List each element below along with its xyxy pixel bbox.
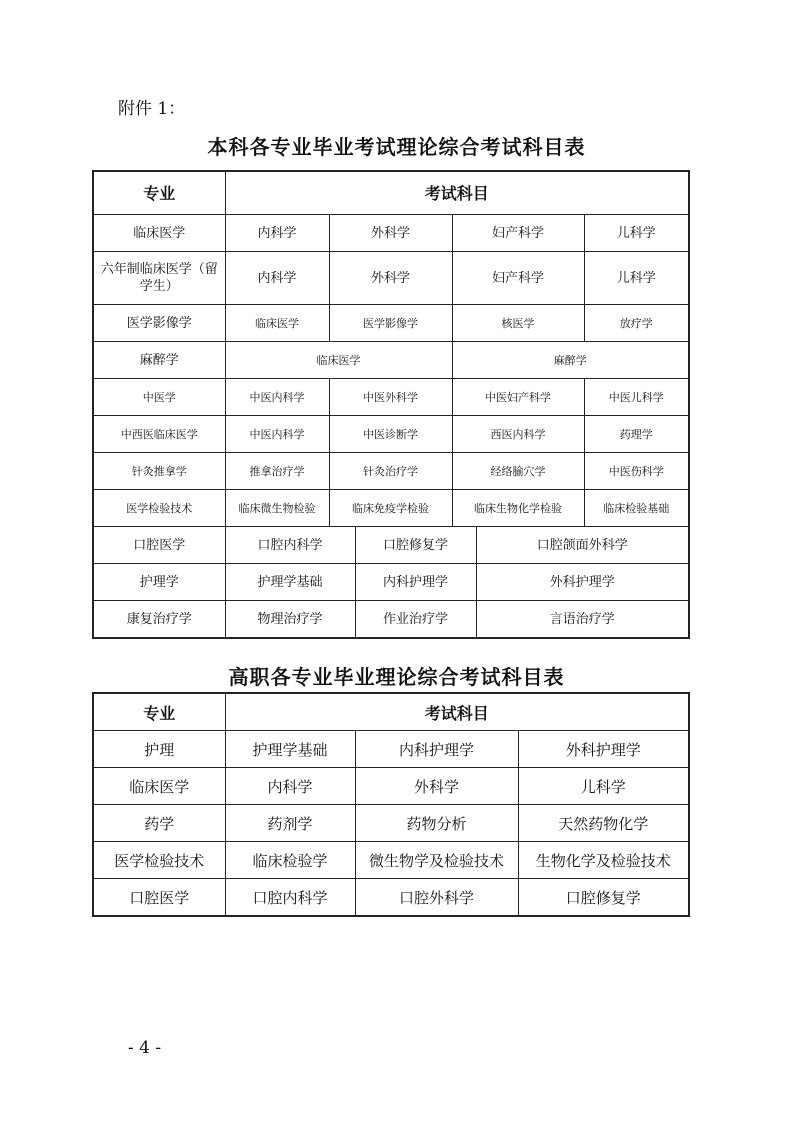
subject-cell: 微生物学及检验技术: [355, 842, 518, 879]
subject-cell: 药剂学: [225, 805, 355, 842]
subject-cell: 中医儿科学: [584, 379, 689, 416]
subject-cell: 外科学: [355, 768, 518, 805]
subject-cell: 外科学: [329, 215, 452, 252]
table-row: [93, 490, 689, 527]
subject-cell: 外科学: [329, 252, 452, 305]
major-cell: 中医学: [93, 379, 225, 416]
table-header-row: [93, 693, 689, 731]
table-row: [93, 252, 689, 305]
subject-cell: 针灸治疗学: [329, 453, 452, 490]
header-subjects: 考试科目: [225, 171, 689, 215]
table-row: [93, 879, 689, 917]
subject-cell: 医学影像学: [329, 305, 452, 342]
header-major: 专业: [93, 171, 225, 215]
subject-cell: 妇产科学: [452, 252, 584, 305]
subject-cell: 西医内科学: [452, 416, 584, 453]
major-cell: 药学: [93, 805, 225, 842]
subject-cell: 妇产科学: [452, 215, 584, 252]
subject-cell: 中医伤科学: [584, 453, 689, 490]
table-row: [93, 601, 689, 639]
subject-cell: 口腔修复学: [518, 879, 689, 917]
table-row: [93, 527, 689, 564]
subject-cell: 护理学基础: [225, 564, 355, 601]
undergrad-exam-table: [92, 170, 690, 639]
subject-cell: 临床微生物检验: [225, 490, 329, 527]
subject-cell: 麻醉学: [452, 342, 689, 379]
table-row: [93, 379, 689, 416]
table-row: [93, 416, 689, 453]
subject-cell: 临床生物化学检验: [452, 490, 584, 527]
subject-cell: 临床医学: [225, 305, 329, 342]
major-cell: 六年制临床医学（留学生）: [93, 252, 225, 305]
subject-cell: 言语治疗学: [476, 601, 689, 639]
subject-cell: 内科护理学: [355, 564, 476, 601]
subject-cell: 中医内科学: [225, 416, 329, 453]
table-row: [93, 305, 689, 342]
table-row: [93, 731, 689, 768]
subject-cell: 药理学: [584, 416, 689, 453]
subject-cell: 内科学: [225, 768, 355, 805]
major-cell: 医学检验技术: [93, 842, 225, 879]
major-cell: 口腔医学: [93, 879, 225, 917]
subject-cell: 天然药物化学: [518, 805, 689, 842]
subject-cell: 放疗学: [584, 305, 689, 342]
subject-cell: 生物化学及检验技术: [518, 842, 689, 879]
major-cell: 临床医学: [93, 768, 225, 805]
major-cell: 康复治疗学: [93, 601, 225, 639]
subject-cell: 推拿治疗学: [225, 453, 329, 490]
subject-cell: 中医诊断学: [329, 416, 452, 453]
subject-cell: 口腔内科学: [225, 879, 355, 917]
subject-cell: 临床检验基础: [584, 490, 689, 527]
table-row: [93, 842, 689, 879]
subject-cell: 经络腧穴学: [452, 453, 584, 490]
header-subjects: 考试科目: [225, 693, 689, 731]
subject-cell: 口腔颌面外科学: [476, 527, 689, 564]
subject-cell: 口腔修复学: [355, 527, 476, 564]
subject-cell: 儿科学: [584, 252, 689, 305]
major-cell: 中西医临床医学: [93, 416, 225, 453]
table-row: [93, 768, 689, 805]
subject-cell: 内科护理学: [355, 731, 518, 768]
subject-cell: 核医学: [452, 305, 584, 342]
subject-cell: 临床检验学: [225, 842, 355, 879]
subject-cell: 中医内科学: [225, 379, 329, 416]
subject-cell: 内科学: [225, 252, 329, 305]
subject-cell: 内科学: [225, 215, 329, 252]
subject-cell: 临床免疫学检验: [329, 490, 452, 527]
subject-cell: 中医外科学: [329, 379, 452, 416]
table-row: [93, 453, 689, 490]
subject-cell: 临床医学: [225, 342, 452, 379]
page-number: - 4 -: [128, 1038, 162, 1058]
major-cell: 护理: [93, 731, 225, 768]
subject-cell: 药物分析: [355, 805, 518, 842]
subject-cell: 中医妇产科学: [452, 379, 584, 416]
subject-cell: 物理治疗学: [225, 601, 355, 639]
table-row: [93, 342, 689, 379]
attachment-label: 附件 1：: [118, 99, 186, 119]
subject-cell: 外科护理学: [518, 731, 689, 768]
subject-cell: 作业治疗学: [355, 601, 476, 639]
table-row: [93, 215, 689, 252]
major-cell: 医学影像学: [93, 305, 225, 342]
undergrad-table-title: 本科各专业毕业考试理论综合考试科目表: [207, 135, 586, 159]
major-cell: 针灸推拿学: [93, 453, 225, 490]
major-cell: 医学检验技术: [93, 490, 225, 527]
major-cell: 临床医学: [93, 215, 225, 252]
major-cell: 护理学: [93, 564, 225, 601]
major-cell: 麻醉学: [93, 342, 225, 379]
subject-cell: 口腔内科学: [225, 527, 355, 564]
subject-cell: 儿科学: [518, 768, 689, 805]
vocational-exam-table: [92, 692, 690, 917]
table-row: [93, 564, 689, 601]
header-major: 专业: [93, 693, 225, 731]
subject-cell: 儿科学: [584, 215, 689, 252]
subject-cell: 外科护理学: [476, 564, 689, 601]
subject-cell: 护理学基础: [225, 731, 355, 768]
subject-cell: 口腔外科学: [355, 879, 518, 917]
major-cell: 口腔医学: [93, 527, 225, 564]
vocational-table-title: 高职各专业毕业理论综合考试科目表: [228, 665, 565, 689]
table-row: [93, 805, 689, 842]
table-header-row: [93, 171, 689, 215]
